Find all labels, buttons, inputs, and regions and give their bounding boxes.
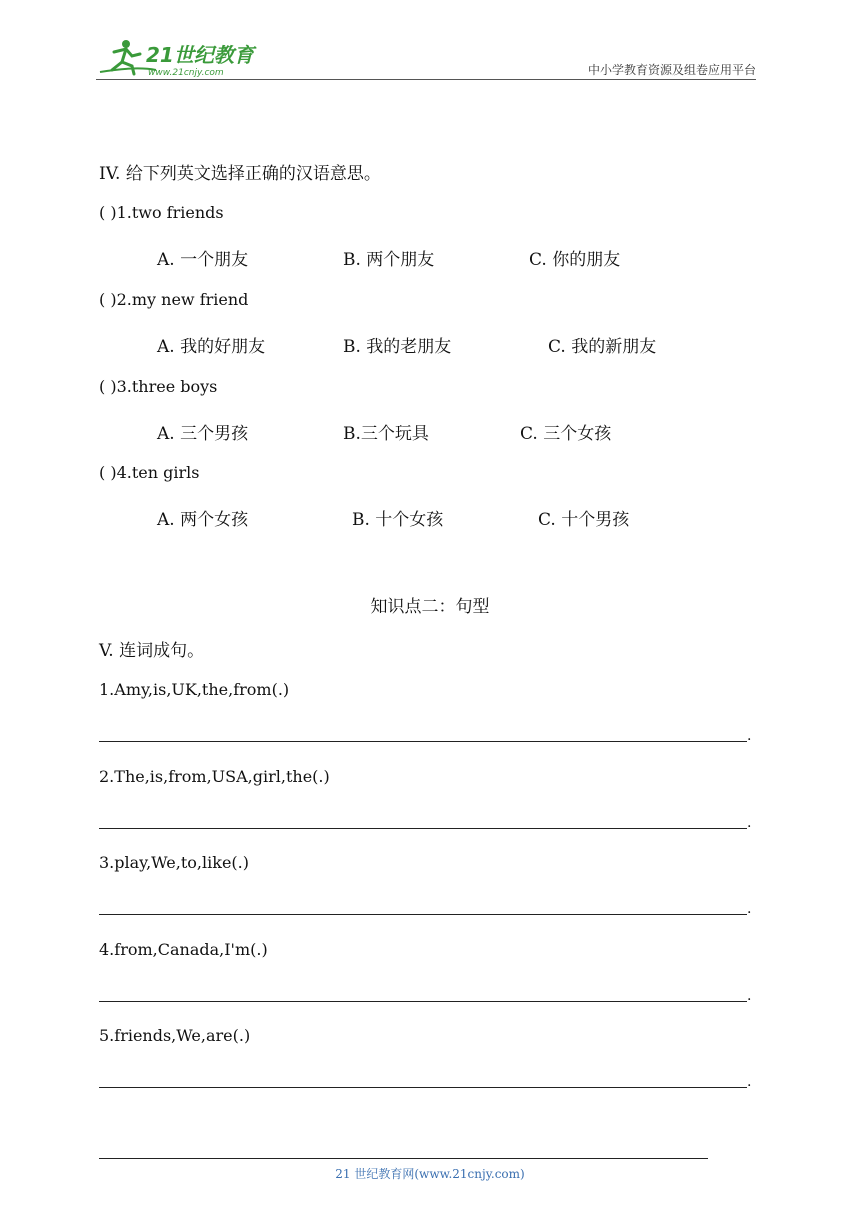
- question-1-prompt: ( )1.two friends: [99, 203, 224, 222]
- answer-line-3[interactable]: [99, 914, 747, 915]
- answer-line-3-period: .: [747, 901, 752, 917]
- question-4-prompt: ( )4.ten girls: [99, 463, 200, 482]
- question-1-option-b: B. 两个朋友: [343, 250, 435, 270]
- question-3-option-b: B.三个玩具: [343, 424, 429, 444]
- question-2-prompt: ( )2.my new friend: [99, 290, 249, 309]
- answer-line-1[interactable]: [99, 741, 747, 742]
- answer-line-4[interactable]: [99, 1001, 747, 1002]
- logo-url: www.21cnjy.com: [148, 68, 224, 78]
- header-divider: [96, 79, 756, 80]
- footer-divider: [99, 1158, 708, 1159]
- question-2-option-b: B. 我的老朋友: [343, 337, 452, 357]
- sentence-item-1: 1.Amy,is,UK,the,from(.): [99, 680, 290, 699]
- question-1-option-a: A. 一个朋友: [157, 250, 249, 270]
- answer-line-2-period: .: [747, 815, 752, 831]
- question-2-option-c: C. 我的新朋友: [548, 337, 657, 357]
- section-4-title: IV. 给下列英文选择正确的汉语意思。: [99, 164, 381, 184]
- site-logo: [96, 36, 266, 80]
- question-3-option-c: C. 三个女孩: [520, 424, 612, 444]
- sentence-item-4: 4.from,Canada,I'm(.): [99, 940, 268, 959]
- section-5-title: V. 连词成句。: [99, 641, 205, 661]
- knowledge-point-title: 知识点二：句型: [370, 597, 490, 617]
- question-4-option-c: C. 十个男孩: [538, 510, 630, 530]
- answer-line-5[interactable]: [99, 1087, 747, 1088]
- question-2-option-a: A. 我的好朋友: [157, 337, 266, 357]
- answer-line-4-period: .: [747, 988, 752, 1004]
- question-3-prompt: ( )3.three boys: [99, 377, 218, 396]
- answer-line-1-period: .: [747, 728, 752, 744]
- sentence-item-3: 3.play,We,to,like(.): [99, 853, 249, 872]
- answer-line-5-period: .: [747, 1074, 752, 1090]
- question-1-option-c: C. 你的朋友: [529, 250, 621, 270]
- logo-text: 21世纪教育: [146, 43, 254, 67]
- sentence-item-5: 5.friends,We,are(.): [99, 1026, 251, 1045]
- question-4-option-b: B. 十个女孩: [352, 510, 444, 530]
- question-4-option-a: A. 两个女孩: [157, 510, 249, 530]
- header-right-text: 中小学教育资源及组卷应用平台: [587, 63, 756, 77]
- sentence-item-2: 2.The,is,from,USA,girl,the(.): [99, 767, 330, 786]
- answer-line-2[interactable]: [99, 828, 747, 829]
- footer-text: 21 世纪教育网(www.21cnjy.com): [335, 1167, 525, 1181]
- question-3-option-a: A. 三个男孩: [157, 424, 249, 444]
